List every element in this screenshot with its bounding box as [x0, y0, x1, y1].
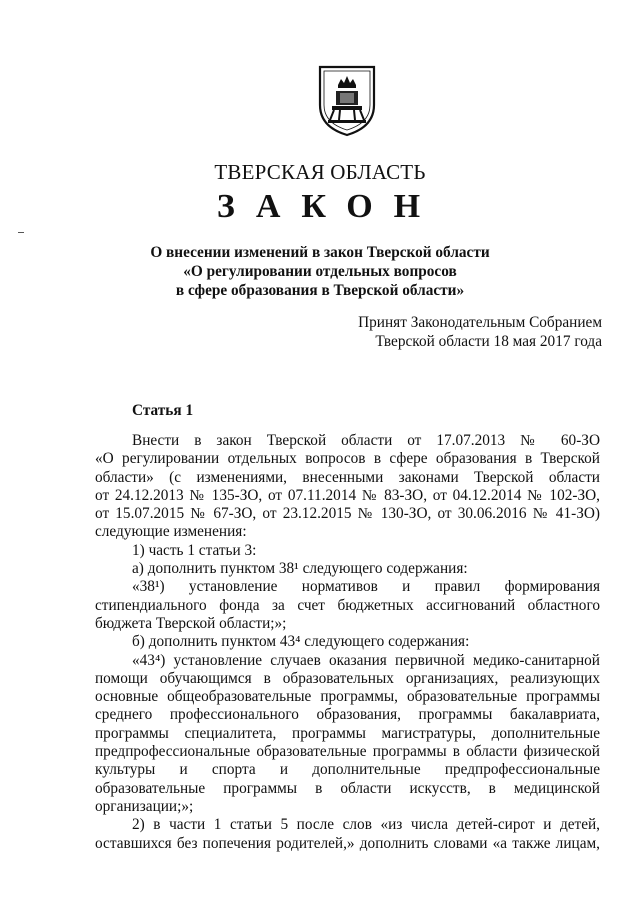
text-line: программы специалитета, программы магистратуры, дополнительные — [95, 724, 600, 742]
region-heading: ТВЕРСКАЯ ОБЛАСТЬ — [214, 160, 426, 184]
text-line: оставшихся без попечения родителей,» дополнить словами «а также лицам, — [95, 834, 600, 852]
coat-of-arms-emblem-icon — [316, 65, 378, 137]
adoption-line: Тверской области 18 мая 2017 года — [375, 333, 602, 350]
text-line: организации;»; — [95, 797, 194, 815]
text-line: следующие изменения: — [95, 523, 247, 541]
scan-mark — [18, 232, 24, 233]
article-heading: Статья 1 — [132, 402, 194, 419]
text-line: 1) часть 1 статьи 3: — [132, 541, 257, 559]
text-line: области» (с изменениями, внесенными законами Тверской области — [95, 468, 600, 486]
subject-line: О внесении изменений в закон Тверской области — [150, 244, 490, 261]
article-body — [95, 432, 600, 853]
text-line: основные общеобразовательные программы, образовательные программы — [95, 688, 600, 706]
text-line: «43⁴) установление случаев оказания первичной медико-санитарной — [132, 651, 600, 669]
subject-line: «О регулировании отдельных вопросов — [183, 263, 457, 280]
text-line: «О регулировании отдельных вопросов в сфере образования в Тверской — [95, 450, 600, 468]
text-line: среднего профессионального образования, программы бакалавриата, — [95, 706, 600, 724]
text-line: культуры и спорта и дополнительные предпрофессиональные — [95, 761, 600, 779]
adoption-note — [358, 313, 602, 351]
text-line: образовательные программы в области искусств, в медицинской — [95, 779, 600, 797]
law-subject — [0, 243, 640, 300]
text-line: «38¹) установление нормативов и правил формирования — [132, 578, 600, 596]
subject-line: в сфере образования в Тверской области» — [175, 282, 465, 299]
text-line: стипендиального фонда за счет бюджетных ассигнований областного — [95, 596, 600, 614]
text-line: а) дополнить пунктом 38¹ следующего содержания: — [132, 560, 468, 578]
text-line: Внести в закон Тверской области от 17.07.2013 № 60-ЗО — [132, 432, 600, 449]
document-type-title: ЗАКОН — [216, 188, 442, 225]
text-line: предпрофессиональные образовательные программы в области физической — [95, 743, 600, 761]
text-line: помощи обучающимся в образовательных организациях, реализующих — [95, 669, 600, 687]
text-line: от 15.07.2015 № 67-ЗО, от 23.12.2015 № 130-ЗО, от 30.06.2016 № 41-ЗО) — [95, 505, 600, 523]
text-line: 2) в части 1 статьи 5 после слов «из числа детей-сирот и детей, — [132, 816, 600, 834]
text-line: от 24.12.2013 № 135-ЗО, от 07.11.2014 № 83-ЗО, от 04.12.2014 № 102-ЗО, — [95, 486, 600, 504]
text-line: б) дополнить пунктом 43⁴ следующего содержания: — [132, 633, 470, 651]
adoption-line: Принят Законодательным Собранием — [358, 314, 602, 331]
text-line: бюджета Тверской области;»; — [95, 614, 287, 632]
